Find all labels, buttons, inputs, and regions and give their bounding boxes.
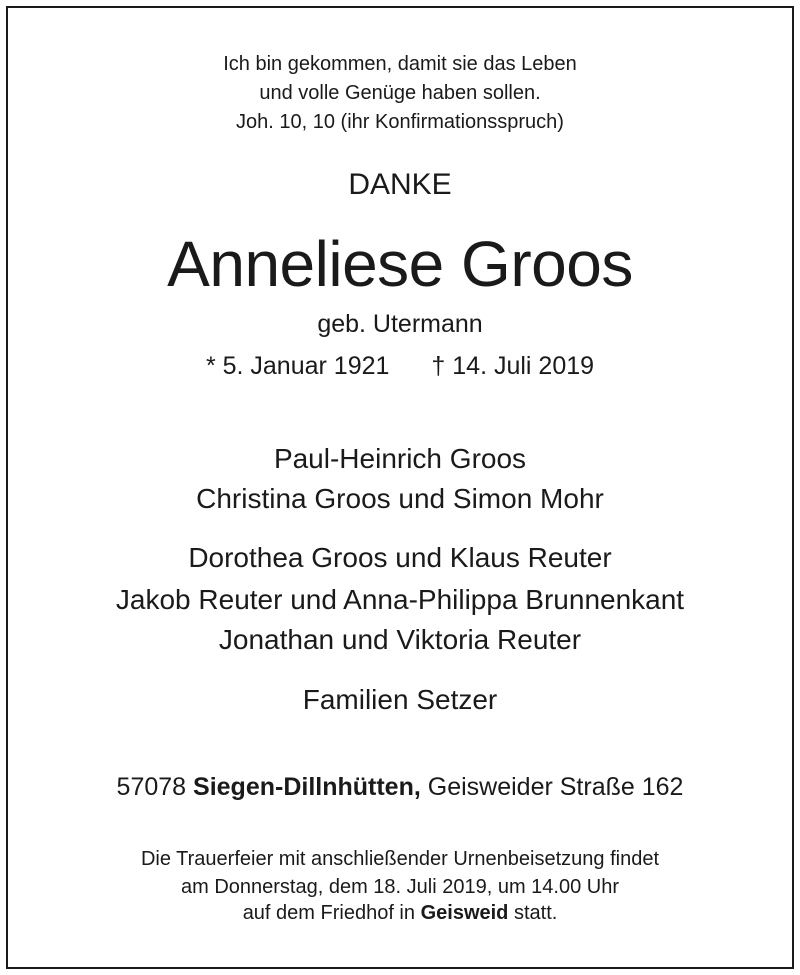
- verse-reference: Joh. 10, 10 (ihr Konfirmationsspruch): [236, 111, 564, 133]
- birth-date: * 5. Januar 1921: [205, 352, 390, 380]
- address-street: Geisweider Straße 162: [427, 773, 684, 801]
- funeral-line-2: am Donnerstag, dem 18. Juli 2019, um 14.00 Uhr: [180, 876, 620, 898]
- death-date: † 14. Juli 2019: [431, 352, 595, 380]
- family-address: [6, 773, 794, 802]
- verse-line-2: und volle Genüge haben sollen.: [259, 82, 541, 104]
- mourner-line: Paul-Heinrich Groos: [273, 443, 527, 474]
- funeral-location-post: statt.: [513, 902, 558, 924]
- heading-danke: DANKE: [348, 168, 452, 201]
- funeral-location: Geisweid: [420, 902, 509, 924]
- address-city: Siegen-Dillnhütten,: [193, 773, 421, 801]
- verse-line-1: Ich bin gekommen, damit sie das Leben: [223, 53, 577, 75]
- mourner-line: Jakob Reuter und Anna-Philippa Brunnenkant: [115, 584, 685, 615]
- deceased-name: Anneliese Groos: [167, 228, 633, 300]
- funeral-line-3: [6, 902, 794, 925]
- life-dates: [6, 352, 794, 381]
- mourner-line: Dorothea Groos und Klaus Reuter: [188, 542, 612, 573]
- funeral-line-1: Die Trauerfeier mit anschließender Urnenbeisetzung findet: [140, 848, 660, 870]
- mourner-line: Christina Groos und Simon Mohr: [196, 483, 604, 514]
- funeral-location-pre: auf dem Friedhof in: [242, 902, 416, 924]
- mourner-line: Familien Setzer: [302, 684, 498, 715]
- address-postcode: 57078: [116, 773, 187, 801]
- birth-name: geb. Utermann: [317, 310, 483, 338]
- mourner-line: Jonathan und Viktoria Reuter: [218, 624, 582, 655]
